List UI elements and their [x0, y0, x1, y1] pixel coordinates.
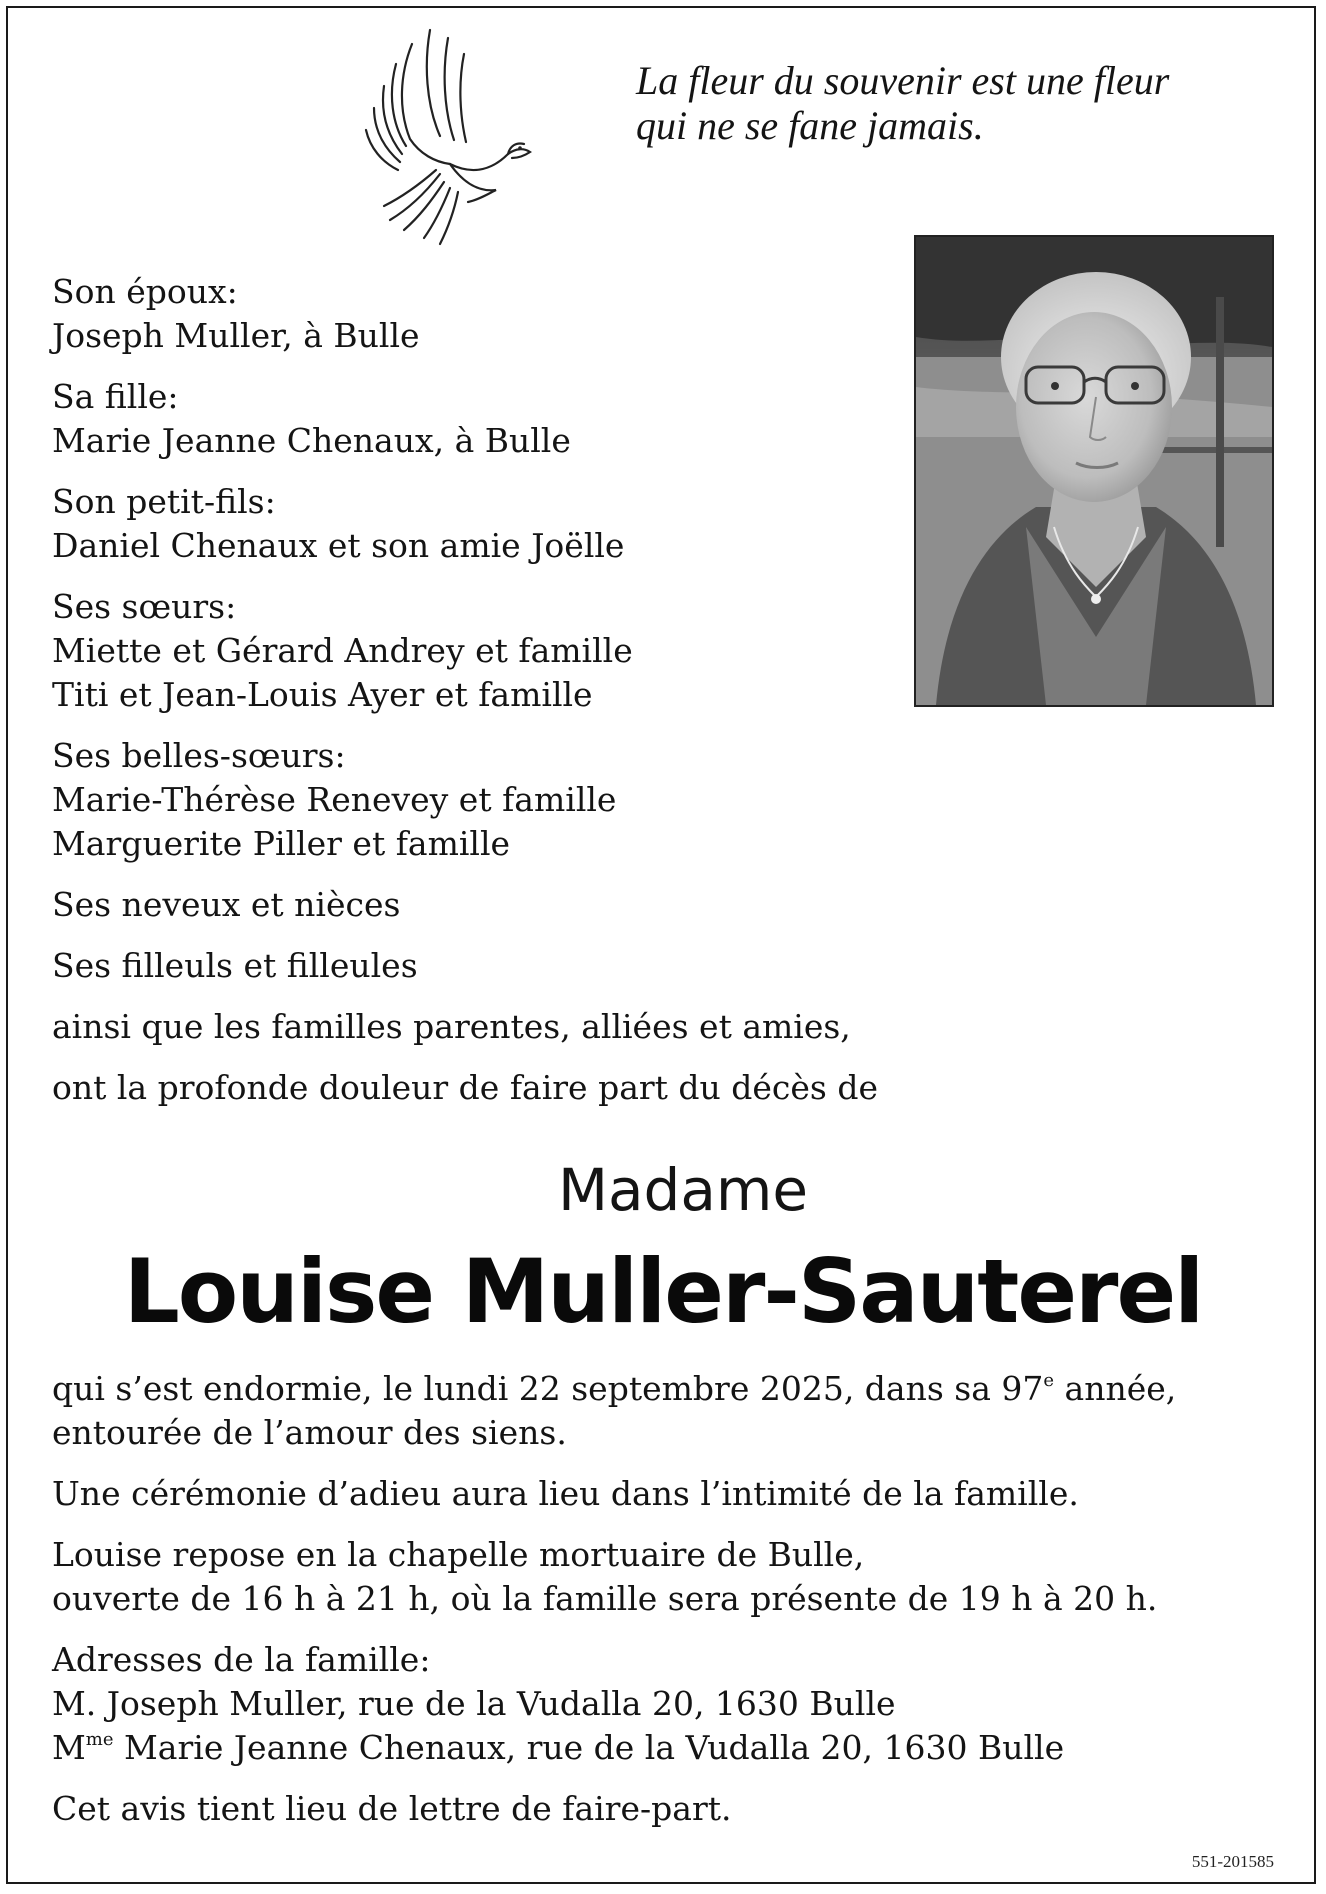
family-heading: Ses sœurs: [52, 587, 237, 626]
family-member: Joseph Muller, à Bulle [52, 316, 420, 355]
family-member: Daniel Chenaux et son amie Joëlle [52, 526, 625, 565]
epigraph-line-1: La fleur du souvenir est une fleur [636, 58, 1170, 103]
address-line-2 [52, 1726, 1292, 1770]
family-group-godchildren [52, 944, 932, 988]
family-heading: Son époux: [52, 272, 238, 311]
family-heading: Ses belles-sœurs: [52, 736, 346, 775]
address-prefix: M [52, 1728, 86, 1767]
portrait-photo [914, 235, 1274, 707]
death-line-2: entourée de l’amour des siens. [52, 1413, 567, 1452]
family-heading: ainsi que les familles parentes, alliées et amies, [52, 1007, 851, 1046]
chapel-line-2: ouverte de 16 h à 21 h, où la famille sera présente de 19 h à 20 h. [52, 1579, 1158, 1618]
epigraph [636, 58, 1256, 148]
death-statement [52, 1367, 1292, 1455]
ceremony-line: Une cérémonie d’adieu aura lieu dans l’intimité de la famille. [52, 1474, 1079, 1513]
closing-line: Cet avis tient lieu de lettre de faire-part. [52, 1789, 732, 1828]
honorific: Madame [557, 1156, 809, 1224]
family-member: Miette et Gérard Andrey et famille [52, 631, 633, 670]
family-member: Marguerite Piller et famille [52, 824, 511, 863]
family-group-spouse [52, 270, 932, 358]
family-heading: Son petit-fils: [52, 482, 276, 521]
death-text-b: année, [1054, 1369, 1177, 1408]
family-member: Titi et Jean-Louis Ayer et famille [52, 675, 593, 714]
family-list [52, 270, 932, 1127]
death-line-1 [52, 1367, 1292, 1411]
ordinal-suffix: e [1043, 1370, 1055, 1391]
family-group-daughter [52, 375, 932, 463]
family-group-relatives [52, 1005, 932, 1049]
addresses-heading: Adresses de la famille: [52, 1640, 431, 1679]
dove-icon [340, 24, 540, 254]
family-member: Marie-Thérèse Renevey et famille [52, 780, 617, 819]
address-rest: Marie Jeanne Chenaux, rue de la Vudalla 20, 1630 Bulle [113, 1728, 1065, 1767]
ceremony-info [52, 1472, 1292, 1516]
family-group-sisters-in-law [52, 734, 932, 866]
family-group-nephews [52, 883, 932, 927]
family-heading: Ses filleuls et filleules [52, 946, 418, 985]
family-group-sisters [52, 585, 932, 717]
family-heading: Sa fille: [52, 377, 179, 416]
title-suffix: me [85, 1729, 114, 1750]
family-addresses [52, 1638, 1292, 1770]
deceased-name: Louise Muller-Sauterel [123, 1240, 1203, 1343]
notice-details [52, 1367, 1292, 1848]
chapel-line-1: Louise repose en la chapelle mortuaire de Bulle, [52, 1535, 865, 1574]
address-line-1: M. Joseph Muller, rue de la Vudalla 20, 1630 Bulle [52, 1684, 896, 1723]
reference-number: 551-201585 [1191, 1852, 1274, 1871]
family-heading: Ses neveux et nièces [52, 885, 401, 924]
chapel-info [52, 1533, 1292, 1621]
death-text-a: qui s’est endormie, le lundi 22 septembre 2025, dans sa 97 [52, 1369, 1044, 1408]
family-member: Marie Jeanne Chenaux, à Bulle [52, 421, 571, 460]
family-group-grandson [52, 480, 932, 568]
portrait-image [916, 237, 1272, 705]
epigraph-line-2: qui ne se fane jamais. [636, 103, 984, 148]
closing-note [52, 1787, 1292, 1831]
announcement-line [52, 1066, 932, 1110]
family-heading: ont la profonde douleur de faire part du décès de [52, 1068, 878, 1107]
